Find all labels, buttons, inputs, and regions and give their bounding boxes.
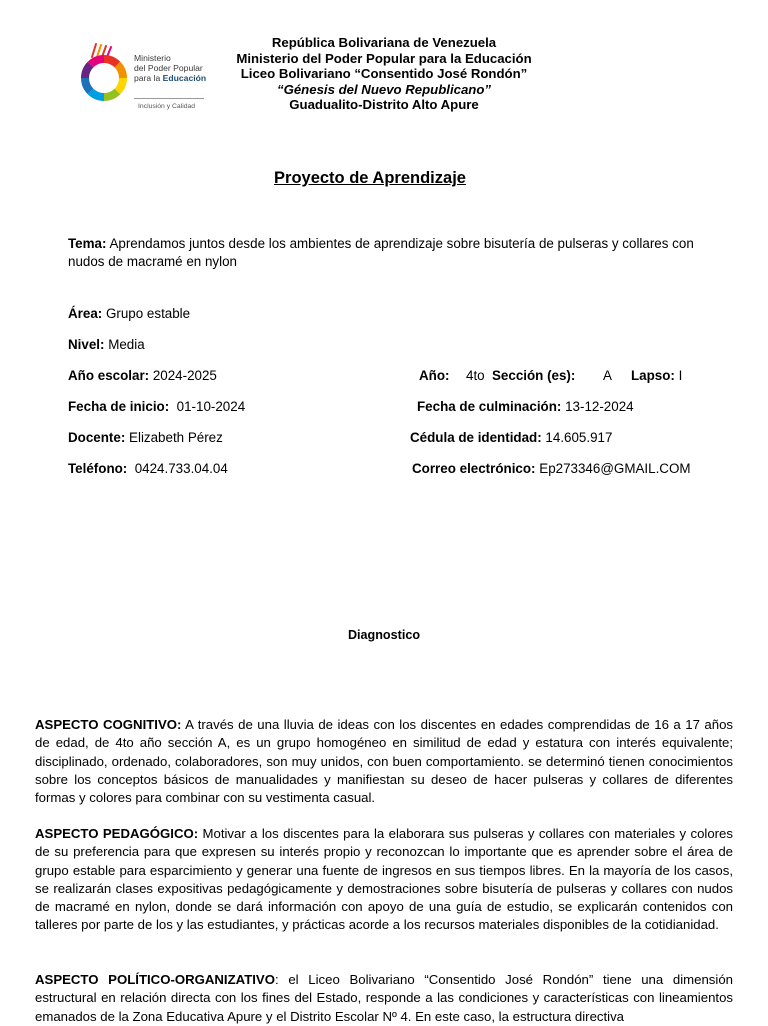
aspecto-politico-paragraph <box>35 971 733 1026</box>
logo-ring-segment <box>85 65 91 78</box>
telefono-value: 0424.733.04.04 <box>134 461 228 476</box>
page-title: Proyecto de Aprendizaje <box>274 169 466 187</box>
field-seccion-value: A <box>603 368 612 383</box>
anio-escolar-value: 2024-2025 <box>152 368 217 383</box>
header-line-3: Liceo Bolivariano “Consentido José Rondón” <box>240 66 528 81</box>
field-cedula: Cédula de identidad: 14.605.917 <box>410 430 613 445</box>
aspecto-pedagogico-paragraph <box>35 825 733 935</box>
logo-ring-segment <box>104 59 117 65</box>
field-seccion-label: Sección (es): <box>492 368 576 383</box>
logo-wordmark <box>134 53 206 83</box>
logo-line-2: del Poder Popular <box>134 63 203 73</box>
field-correo: Correo electrónico: Ep273346@GMAIL.COM <box>412 461 691 476</box>
logo-line-3: para la Educación <box>134 73 207 83</box>
aspecto-cognitivo-label: ASPECTO COGNITIVO: <box>35 717 182 732</box>
field-telefono: Teléfono: 0424.733.04.04 <box>68 461 228 476</box>
header-line-2: Ministerio del Poder Popular para la Educación <box>236 50 532 66</box>
field-anio-value: 4to <box>466 368 485 383</box>
field-fecha-culminacion: Fecha de culminación: 13-12-2024 <box>417 399 634 414</box>
lapso-value: I <box>678 368 683 383</box>
ministry-logo-icon <box>78 42 134 104</box>
fecha-inicio-value: 01-10-2024 <box>176 399 246 414</box>
logo-ring-segment <box>85 78 91 91</box>
field-nivel: Nivel: Media <box>68 337 145 352</box>
tema-label: Tema: <box>68 236 107 251</box>
aspecto-politico-text: : el Liceo Bolivariano “Consentido José Rondón” tiene una dimensión estructural en relación directa con los fines del Estado, responde a las condiciones y características con lineamientos emanados de la Zona Educativa Apure y el Distrito Escolar Nº 4. En este caso, la estructura directiva <box>35 972 734 1024</box>
correo-value: Ep273346@GMAIL.COM <box>539 461 691 476</box>
field-fecha-inicio: Fecha de inicio: 01-10-2024 <box>68 399 246 414</box>
field-docente: Docente: Elizabeth Pérez <box>68 430 223 445</box>
diagnostico-heading: Diagnostico <box>347 628 421 642</box>
logo-ring-segment <box>91 91 104 97</box>
header-line-1: República Bolivariana de Venezuela <box>271 35 497 50</box>
docente-value: Elizabeth Pérez <box>129 430 223 445</box>
tema-value: Aprendamos juntos desde los ambientes de aprendizaje sobre bisutería de pulseras y collares con nudos de macramé en nylon <box>68 236 694 269</box>
logo-ring-segment <box>117 65 123 78</box>
aspecto-pedagogico-label: ASPECTO PEDAGÓGICO: <box>35 826 199 841</box>
field-anio-label: Año: <box>419 368 450 383</box>
aspecto-politico-label: ASPECTO POLÍTICO-ORGANIZATIVO <box>35 972 275 987</box>
aspecto-cognitivo-paragraph <box>35 716 733 807</box>
logo-ring-segment <box>91 59 104 65</box>
field-tema <box>68 235 708 270</box>
logo-tagline: Inclusión y Calidad <box>138 103 196 110</box>
nivel-value: Media <box>108 337 145 352</box>
logo-ring-segment <box>117 78 123 91</box>
field-lapso: Lapso: I <box>631 368 683 383</box>
logo-divider <box>134 98 204 99</box>
document-header <box>200 35 568 113</box>
area-value: Grupo estable <box>105 306 191 321</box>
header-line-4: “Génesis del Nuevo Republicano” <box>277 81 491 97</box>
aspecto-cognitivo-text: A través de una lluvia de ideas con los discentes en edades comprendidas de 16 a 17 años de edad, de 4to año sección A, es un grupo homogéneo en similitud de edad y estatura con interés equivalente; disciplinado, ordenado, colaboradores, son muy unidos, con buen comportamiento. se determinó tienen conocimientos sobre los conceptos básicos de manualidades y manifiestan su deseo de hacer pulseras y collares de diferentes formas y colores para combinar con su vestimenta casual. <box>35 717 733 806</box>
header-line-5: Guadualito-Distrito Alto Apure <box>289 97 479 112</box>
cedula-value: 14.605.917 <box>545 430 613 445</box>
aspecto-pedagogico-text: Motivar a los discentes para la elaborara sus pulseras y collares con materiales y colores de su preferencia para que expresen su interés propio y reconozcan lo importante que es aprender sobre el área de grupo estable para esparcimiento y generar una fuente de ingresos en sus tiempos libres. En la mayoría de los casos, se realizarán clases expositivas pedagógicamente y demostraciones sobre bisutería de pulseras y collares con nudos de macramé en nylon, donde se dará información con apoyo de una guía de estudio, se explicarán contenidos con talleres por parte de los y las estudiantes, y prácticas acorde a los recursos materiales disponibles de la cotidianidad. <box>35 826 733 933</box>
field-area: Área: Grupo estable <box>68 306 191 321</box>
ministry-logo <box>78 40 208 116</box>
fecha-culminacion-value: 13-12-2024 <box>565 399 634 414</box>
logo-ring-segment <box>104 91 117 97</box>
logo-ray <box>97 45 101 57</box>
logo-line-3-bold: Educación <box>162 73 207 83</box>
logo-line-1: Ministerio <box>134 53 171 63</box>
logo-ray <box>92 44 96 57</box>
field-anio-escolar: Año escolar: 2024-2025 <box>68 368 217 383</box>
